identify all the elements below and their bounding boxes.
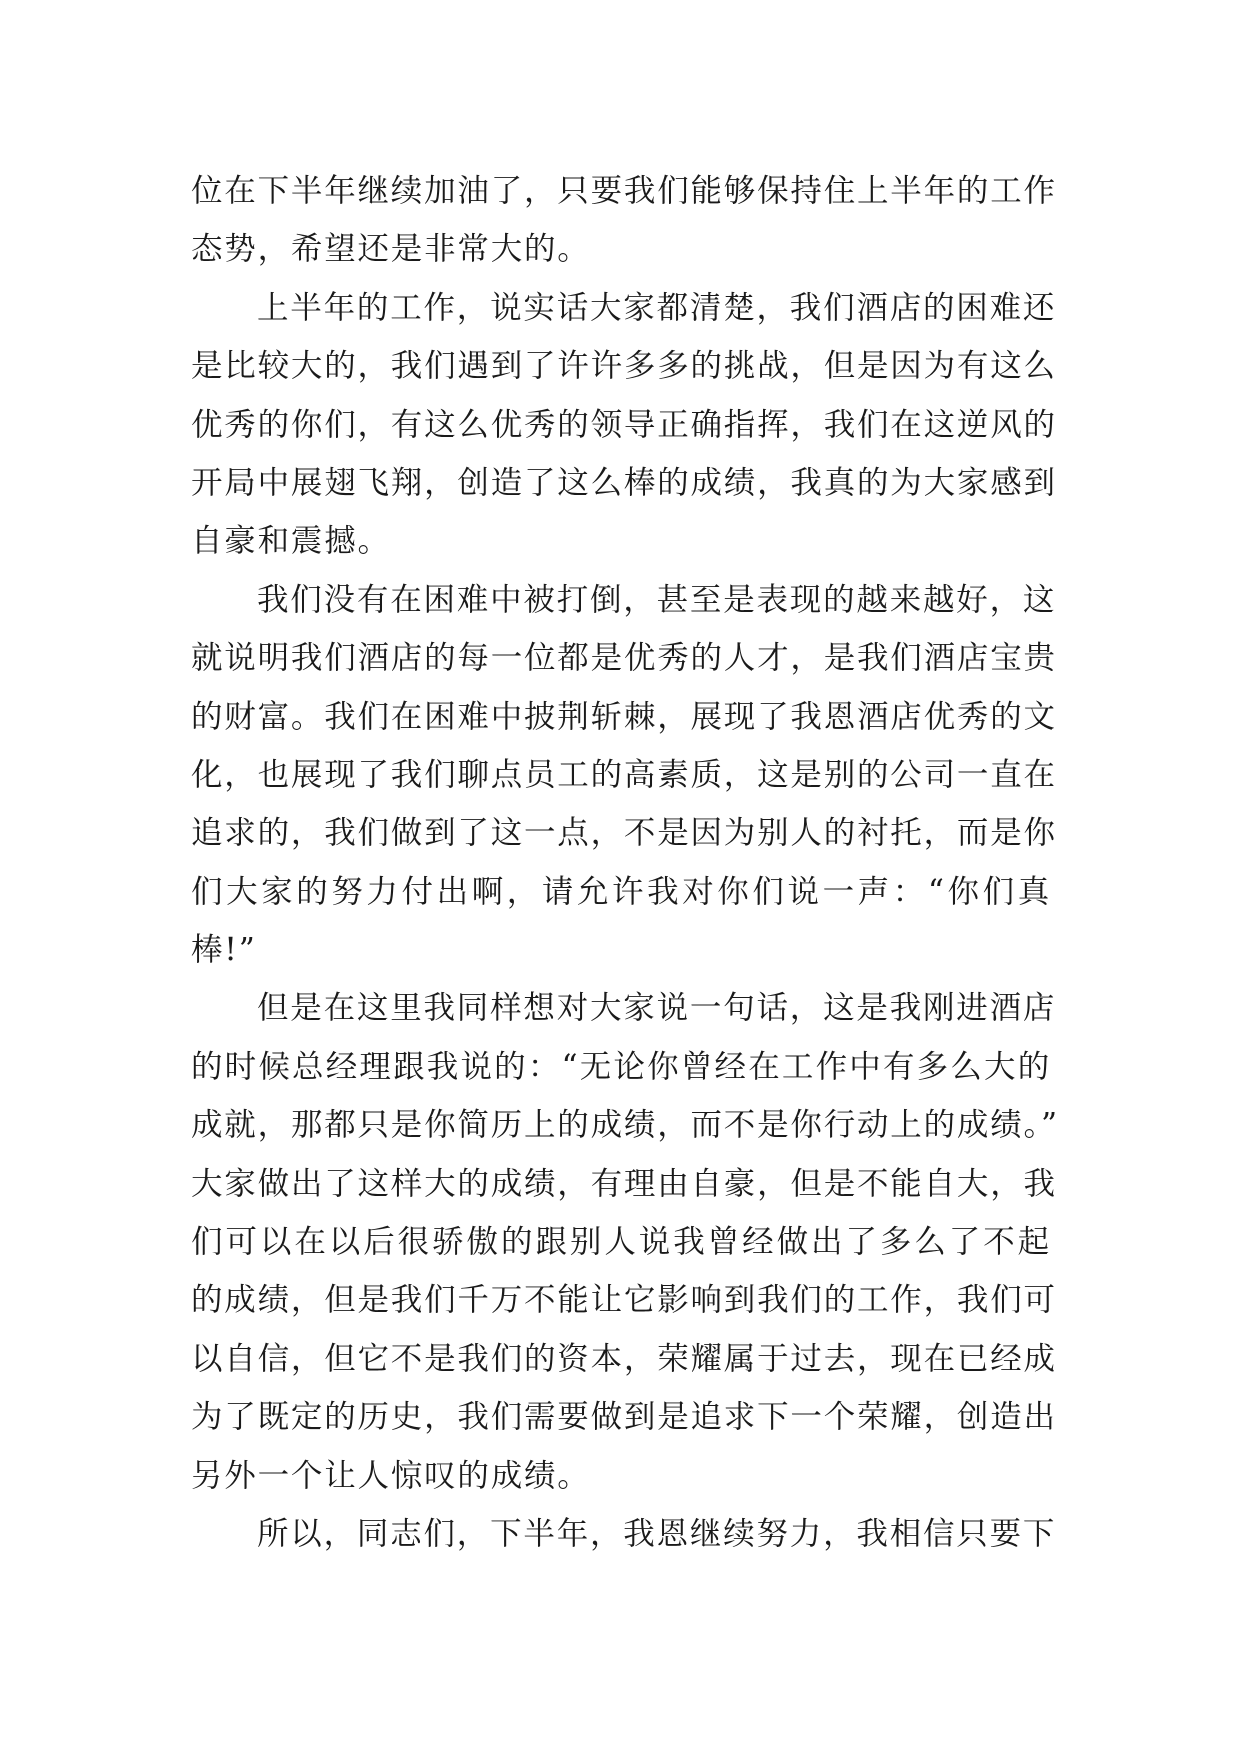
text-line: 们可以在以后很骄傲的跟别人说我曾经做出了多么了不起 [191,1224,1051,1261]
text-line: 位在下半年继续加油了，只要我们能够保持住上半年的工作 [191,173,1057,209]
text-line: 是比较大的，我们遇到了许许多多的挑战，但是因为有这么 [191,348,1057,385]
text-line: 的时候总经理跟我说的：“无论你曾经在工作中有多么大的 [191,1048,1051,1085]
text-line: 另外一个让人惊叹的成绩。 [191,1457,591,1494]
text-line: 的财富。我们在困难中披荆斩棘，展现了我恩酒店优秀的文 [191,698,1057,735]
text-line: 以自信，但它不是我们的资本，荣耀属于过去，现在已经成 [191,1340,1057,1377]
document-body [191,162,1059,1563]
text-line: 追求的，我们做到了这一点，不是因为别人的衬托，而是你 [191,815,1057,852]
text-line: 的成绩，但是我们千万不能让它影响到我们的工作，我们可 [191,1282,1057,1319]
text-line: 成就，那都只是你简历上的成绩，而不是你行动上的成绩。” [191,1107,1059,1144]
text-line: 优秀的你们，有这么优秀的领导正确指挥，我们在这逆风的 [191,406,1057,443]
text-line: 化，也展现了我们聊点员工的高素质，这是别的公司一直在 [191,756,1057,793]
paragraph-start-line: 上半年的工作，说实话大家都清楚，我们酒店的困难还 [257,289,1057,326]
text-line: 大家做出了这样大的成绩，有理由自豪，但是不能自大，我 [191,1165,1057,1202]
text-line: 棒!” [191,932,257,969]
text-line: 就说明我们酒店的每一位都是优秀的人才，是我们酒店宝贵 [191,640,1057,677]
text-line: 态势，希望还是非常大的。 [191,231,591,268]
paragraph-start-line: 但是在这里我同样想对大家说一句话，这是我刚进酒店 [257,990,1057,1027]
text-line: 开局中展翅飞翔，创造了这么棒的成绩，我真的为大家感到 [191,464,1057,501]
text-line: 们大家的努力付出啊，请允许我对你们说一声：“你们真 [191,873,1051,910]
paragraph-start-line: 我们没有在困难中被打倒，甚至是表现的越来越好，这 [257,581,1057,618]
text-line: 为了既定的历史，我们需要做到是追求下一个荣耀，创造出 [191,1399,1057,1436]
text-line: 自豪和震撼。 [191,523,391,560]
paragraph-start-line: 所以，同志们，下半年，我恩继续努力，我相信只要下 [257,1515,1057,1552]
